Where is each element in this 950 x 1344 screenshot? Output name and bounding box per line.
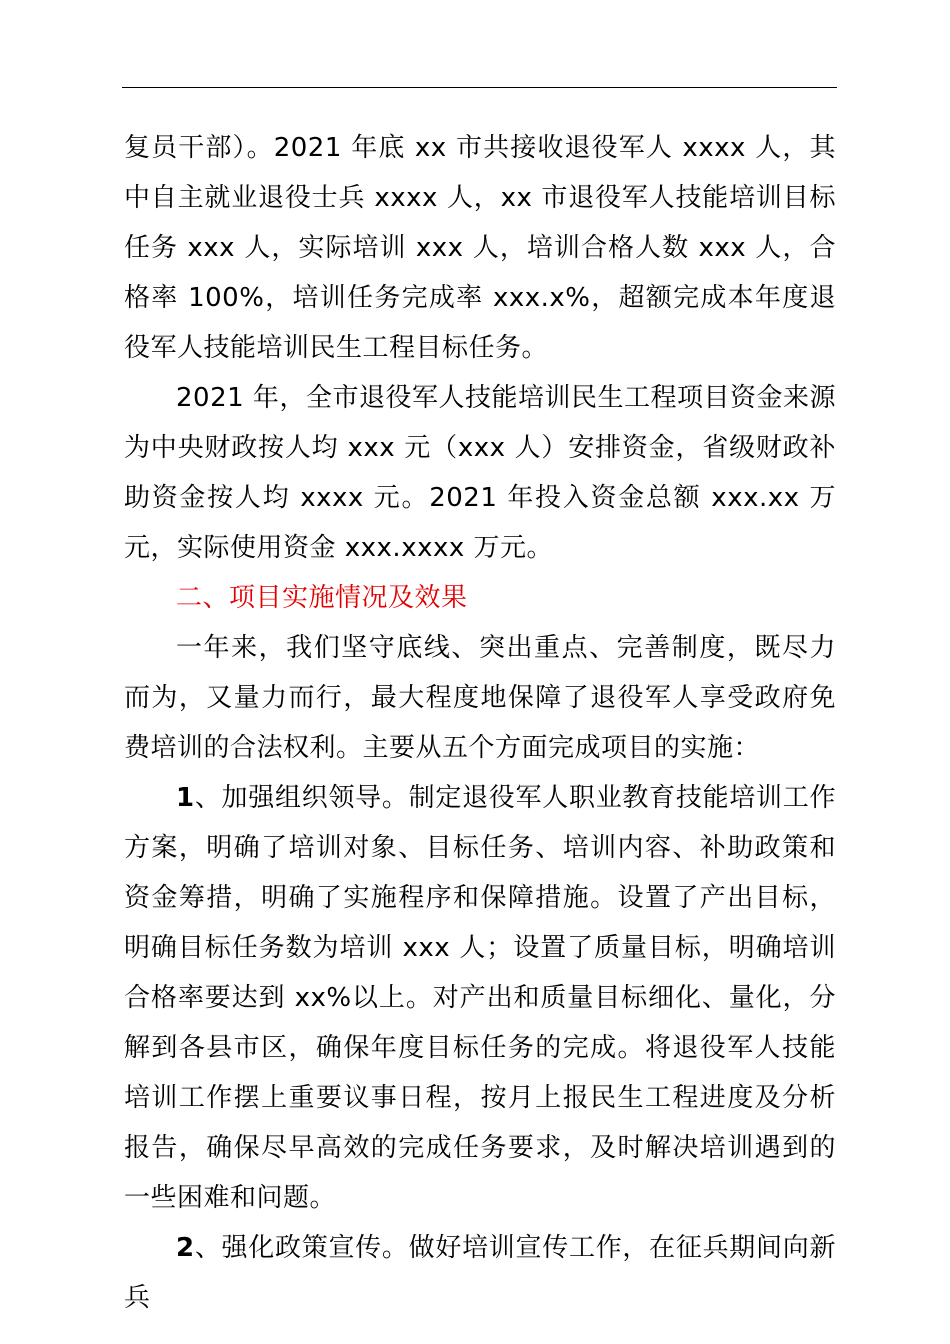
paragraph-funding: 2021 年，全市退役军人技能培训民生工程项目资金来源为中央财政按人均 xxx 元（xxx 人）安排资金，省级财政补助资金按人均 xxxx 元。2021 年投入资金总额 xxx.xx 万元，实际使用资金 xxx.xxxx 万元。: [124, 383, 836, 563]
item-number: 1: [176, 783, 195, 813]
item-number: 2: [176, 1233, 195, 1263]
paragraph-overview: 一年来，我们坚守底线、突出重点、完善制度，既尽力而为，又量力而行，最大程度地保障了退役军人享受政府免费培训的合法权利。主要从五个方面完成项目的实施：: [124, 633, 836, 763]
paragraph-item-2: [124, 1223, 836, 1323]
item-text: 、加强组织领导。制定退役军人职业教育技能培训工作方案，明确了培训对象、目标任务、培训内容、补助政策和资金筹措，明确了实施程序和保障措施。设置了产出目标，明确目标任务数为培训 xxx 人；设置了质量目标，明确培训合格率要达到 xx%以上。对产出和质量目标细化、量化，分解到各县市区，确保年度目标任务的完成。将退役军人技能培训工作摆上重要议事日程，按月上报民生工程进度及分析报告，确保尽早高效的完成任务要求，及时解决培训遇到的一些困难和问题。: [124, 783, 836, 1213]
paragraph-continuation: 复员干部）。2021 年底 xx 市共接收退役军人 xxxx 人，其中自主就业退役士兵 xxxx 人，xx 市退役军人技能培训目标任务 xxx 人，实际培训 xxx 人，培训合格人数 xxx 人，合格率 100%，培训任务完成率 xxx.x%，超额完成本年度退役军人技能培训民生工程目标任务。: [124, 133, 836, 363]
paragraph-item-1: [124, 773, 836, 1223]
document-body: [124, 123, 836, 1323]
header-rule: [122, 87, 837, 88]
section-heading: 二、项目实施情况及效果: [176, 583, 468, 613]
item-text: 、强化政策宣传。做好培训宣传工作，在征兵期间向新兵: [124, 1233, 836, 1313]
